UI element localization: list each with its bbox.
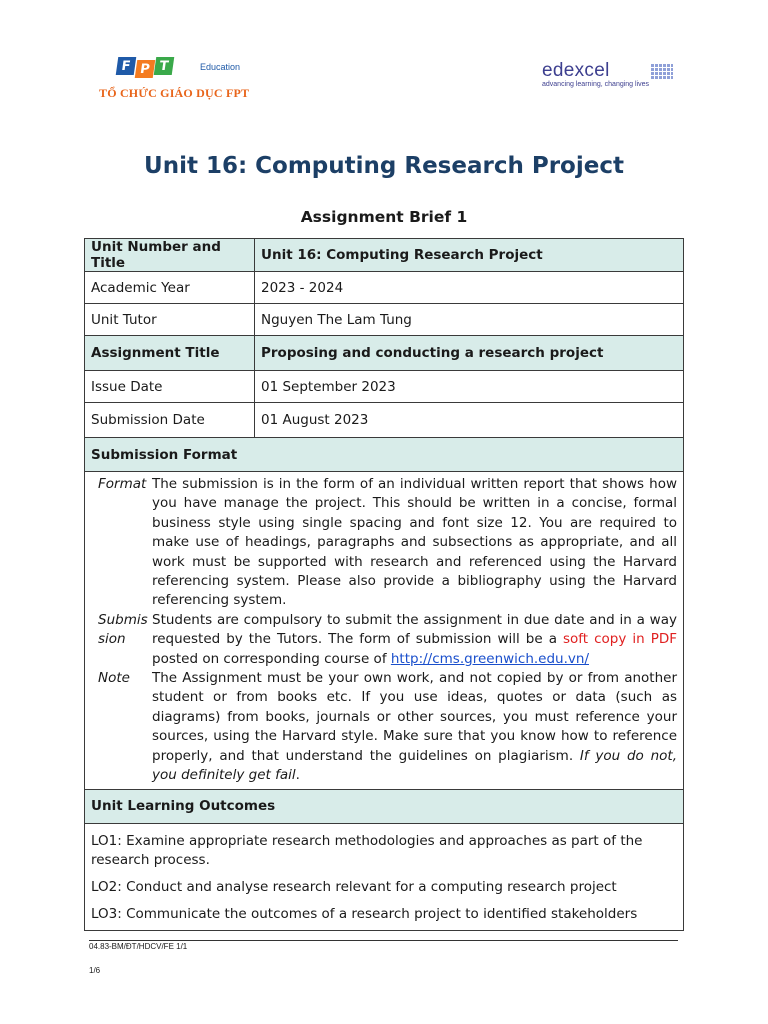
table-row-learning-outcomes-body (85, 823, 684, 930)
submission-text-part1: Students are compulsory to submit the assignment in due date and in a way requested by the Tutors. The form of submission will be a (152, 611, 677, 648)
row-label: Assignment Title (85, 336, 255, 371)
submission-format-heading: Submission Format (85, 438, 684, 472)
format-item (91, 475, 677, 611)
note-text (152, 669, 677, 785)
edexcel-grid-icon (651, 63, 673, 79)
row-label: Issue Date (85, 371, 255, 403)
row-label: Unit Number and Title (85, 239, 255, 272)
note-end: . (295, 767, 300, 784)
learning-outcome-item: LO3: Communicate the outcomes of a research project to identified stakeholders (91, 905, 638, 922)
table-row-assignment-title (85, 336, 684, 371)
assignment-brief-table (84, 238, 684, 931)
soft-copy-highlight: soft copy in PDF (563, 631, 677, 648)
edexcel-logo (542, 61, 649, 88)
table-row-submission-format-heading (85, 438, 684, 472)
submission-text (152, 611, 677, 669)
fpt-letter-p: P (135, 60, 156, 78)
table-row-issue-date (85, 371, 684, 403)
submission-label (91, 611, 152, 669)
learning-outcome-item: LO1: Examine appropriate research methodologies and approaches as part of the research process. (91, 832, 643, 868)
submission-item (91, 611, 677, 669)
format-text: The submission is in the form of an individual written report that shows how you have manage the project. This should be written in a concise, formal business style using single spacing and font size 12. You are required to make use of headings, paragraphs and subsections as appropriate, and all work must be supported with research and referenced using the Harvard referencing system. Please also provide a bibliography using the Harvard referencing system. (152, 476, 677, 609)
submission-label-part2: sion (98, 631, 126, 648)
row-label: Academic Year (85, 272, 255, 304)
row-value: Nguyen The Lam Tung (255, 304, 684, 336)
row-value: 01 September 2023 (255, 371, 684, 403)
fpt-education-label: Education (200, 62, 241, 72)
fpt-education-logo (117, 57, 241, 79)
table-row-submission-date (85, 403, 684, 438)
row-value: Proposing and conducting a research project (255, 336, 684, 371)
table-row-submission-format-body (85, 472, 684, 790)
fpt-org-name: TỔ CHỨC GIÁO DỤC FPT (99, 86, 250, 100)
note-item (91, 669, 677, 785)
row-value: 2023 - 2024 (255, 272, 684, 304)
row-value: 01 August 2023 (255, 403, 684, 438)
table-row-learning-outcomes-heading (85, 789, 684, 823)
document-code: 04.83-BM/ĐT/HDCV/FE 1/1 (89, 942, 188, 951)
table-row-unit-tutor (85, 304, 684, 336)
row-label: Unit Tutor (85, 304, 255, 336)
table-row-unit (85, 239, 684, 272)
row-label: Submission Date (85, 403, 255, 438)
format-label: Format (98, 476, 147, 492)
fpt-letter-f: F (116, 57, 137, 75)
note-warning: If you do not, you definitely get fail (152, 747, 677, 784)
learning-outcome-item: LO2: Conduct and analyse research relevant for a computing research project (91, 878, 617, 895)
page-number: 1/6 (89, 966, 101, 975)
table-row-academic-year (85, 272, 684, 304)
note-label: Note (98, 670, 130, 687)
learning-outcomes-heading: Unit Learning Outcomes (85, 789, 684, 823)
row-value: Unit 16: Computing Research Project (255, 239, 684, 272)
note-text-main: The Assignment must be your own work, and not copied by or from another student or from books etc. If you use ideas, quotes or data (such as diagrams) from books, journals or other sources, you must reference your sources, using the Harvard style. Make sure that you know how to reference properly, and that understand the guidelines on plagiarism. (152, 670, 677, 764)
assignment-brief-heading: Assignment Brief 1 (300, 208, 468, 226)
edexcel-tagline: advancing learning, changing lives (542, 81, 650, 88)
page-title: Unit 16: Computing Research Project (144, 153, 624, 179)
submission-format-body (85, 472, 684, 790)
submission-text-part2: posted on corresponding course of (152, 650, 391, 667)
footer-divider (89, 940, 678, 941)
learning-outcomes-body (85, 823, 684, 930)
edexcel-wordmark: edexcel (542, 60, 610, 81)
submission-label-part1: Submis (98, 611, 148, 628)
fpt-letter-t: T (154, 57, 175, 75)
cms-greenwich-link[interactable]: http://cms.greenwich.edu.vn/ (390, 650, 589, 667)
